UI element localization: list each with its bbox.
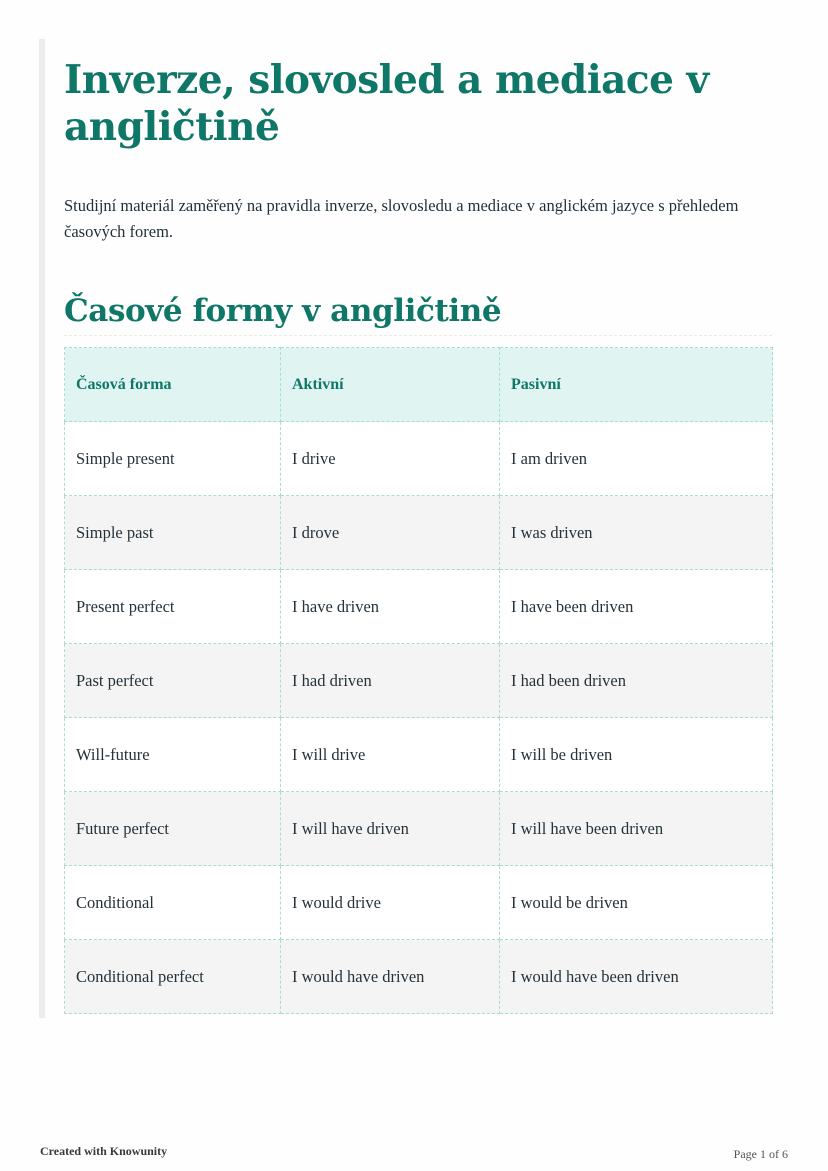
table-cell: Will-future	[65, 718, 281, 792]
table-cell: I will have driven	[281, 792, 500, 866]
table-row	[65, 644, 773, 718]
table-row	[65, 792, 773, 866]
section-title: Časové formy v angličtině	[64, 287, 772, 336]
table-cell: Simple past	[65, 496, 281, 570]
table-cell: Conditional	[65, 866, 281, 940]
table-row	[65, 422, 773, 496]
table-cell: Conditional perfect	[65, 940, 281, 1014]
table-row	[65, 866, 773, 940]
footer-credit: Created with Knowunity	[40, 1144, 168, 1158]
table-row	[65, 570, 773, 644]
table-cell: I had driven	[281, 644, 500, 718]
table-cell: I am driven	[500, 422, 773, 496]
table-row	[65, 940, 773, 1014]
table-cell: Present perfect	[65, 570, 281, 644]
page-number: Page 1 of 6	[733, 1147, 788, 1161]
table-cell: I have been driven	[500, 570, 773, 644]
tense-table	[64, 347, 773, 1014]
table-cell: I will be driven	[500, 718, 773, 792]
table-header-cell: Pasivní	[500, 348, 773, 422]
table-row	[65, 496, 773, 570]
table-cell: I would be driven	[500, 866, 773, 940]
table-cell: I would have driven	[281, 940, 500, 1014]
table-header-cell: Aktivní	[281, 348, 500, 422]
table-header-cell: Časová forma	[65, 348, 281, 422]
table-cell: I was driven	[500, 496, 773, 570]
document-title: Inverze, slovosled a mediace v angličtině	[64, 57, 709, 150]
document-intro: Studijní materiál zaměřený na pravidla inverze, slovosledu a mediace v anglickém jazyce s přehledem časových forem.	[64, 196, 739, 241]
table-cell: I drove	[281, 496, 500, 570]
table-cell: I will have been driven	[500, 792, 773, 866]
table-cell: Simple present	[65, 422, 281, 496]
table-row	[65, 718, 773, 792]
table-cell: I would drive	[281, 866, 500, 940]
table-cell: I would have been driven	[500, 940, 773, 1014]
table-header-row	[65, 348, 773, 422]
table-cell: I have driven	[281, 570, 500, 644]
table-cell: I had been driven	[500, 644, 773, 718]
table-cell: Past perfect	[65, 644, 281, 718]
table-cell: I drive	[281, 422, 500, 496]
table-cell: Future perfect	[65, 792, 281, 866]
table-cell: I will drive	[281, 718, 500, 792]
left-accent-bar	[39, 39, 45, 1018]
